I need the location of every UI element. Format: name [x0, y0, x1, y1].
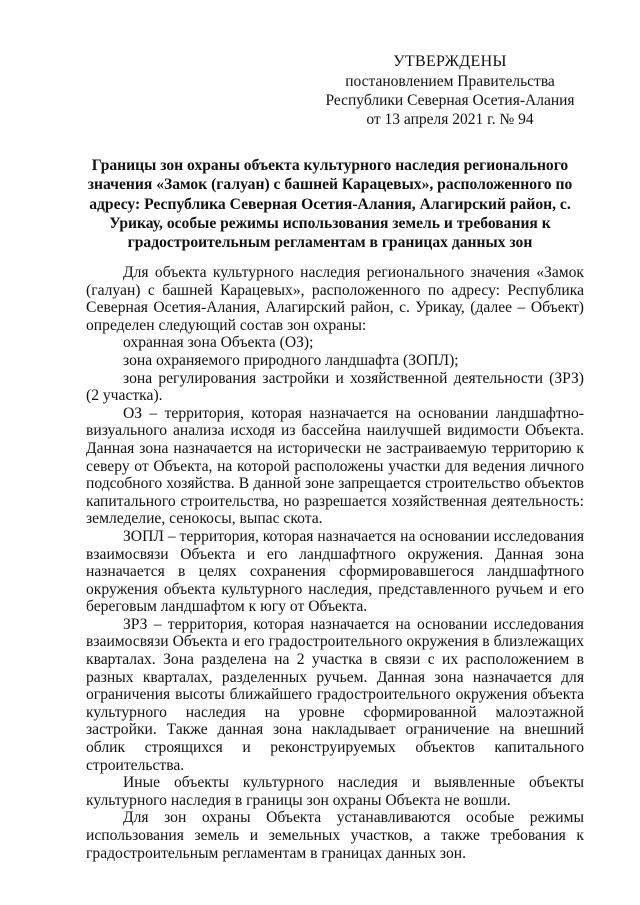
approval-date: от 13 апреля 2021 г. № 94 — [366, 111, 534, 128]
paragraph-zopl: ЗОПЛ – территория, которая назначается на основании исследования взаимосвязи Объекта и его ландшафтного окружения. Данная зона назначается в целях сохранения сформировавшегося ландшафтного окружения объекта культурного наследия, представленного ручьем и его береговым ландшафтом к югу от Объекта. — [86, 527, 584, 616]
list-item: охранная зона Объекта (ОЗ); — [123, 334, 314, 352]
paragraph-intro: Для объекта культурного наследия регионального значения «Замок (галуан) с башней Карацевых», расположенного по адресу: Республика Северная Осетия-Алания, Алагирский район, с. Урикау, (далее – Объект) определен следующий состав зон охраны: — [86, 264, 584, 334]
approval-heading: УТВЕРЖДЕНЫ — [393, 53, 507, 70]
approval-line: Республики Северная Осетия-Алания — [325, 92, 575, 109]
paragraph-oz: ОЗ – территория, которая назначается на основании ландшафтно-визуального анализа исходя из бассейна наилучшей видимости Объекта. Данная зона назначается на исторически не застраиваемую территорию к северу от Объекта, на которой расположены участки для ведения личного подсобного хозяйства. В данной зоне запрещается строительство объектов капитального строительства, но разрешается хозяйственная деятельность: земледелие, сенокосы, выпас скота. — [86, 404, 584, 528]
paragraph-other-objects: Иные объекты культурного наследия и выявленные объекты культурного наследия в границы зон охраны Объекта не вошли. — [86, 774, 584, 809]
document-title: Границы зон охраны объекта культурного наследия регионального значения «Замок (галуан) с башней Карацевых», расположенного по адресу: Республика Северная Осетия-Алания, Алагирский район, с. Урикау, особые режимы использования земель и требования к градостроительным регламентам в границах данных зон — [87, 157, 573, 252]
list-item: зона регулирования застройки и хозяйственной деятельности (ЗРЗ) (2 участка). — [86, 369, 584, 405]
document-body — [86, 264, 584, 862]
paragraph-regimes: Для зон охраны Объекта устанавливаются особые режимы использования земель и земельных участков, а также требования к градостроительным регламентам в границах данных зон. — [86, 809, 584, 862]
list-item: зона охраняемого природного ландшафта (ЗОПЛ); — [123, 351, 459, 369]
paragraph-zrz: ЗРЗ – территория, которая назначается на основании исследования взаимосвязи Объекта и его градостроительного окружения в близлежащих кварталах. Зона разделена на 2 участка в связи с их расположением в разных кварталах, разделенных ручьем. Данная зона назначается для ограничения высоты ближайшего градостроительного окружения объекта культурного наследия на уровне сформированной малоэтажной застройки. Также данная зона накладывает ограничение на внешний облик строящихся и реконструируемых объектов капитального строительства. — [86, 615, 584, 774]
approval-block — [300, 52, 600, 129]
approval-line: постановлением Правительства — [345, 73, 555, 90]
